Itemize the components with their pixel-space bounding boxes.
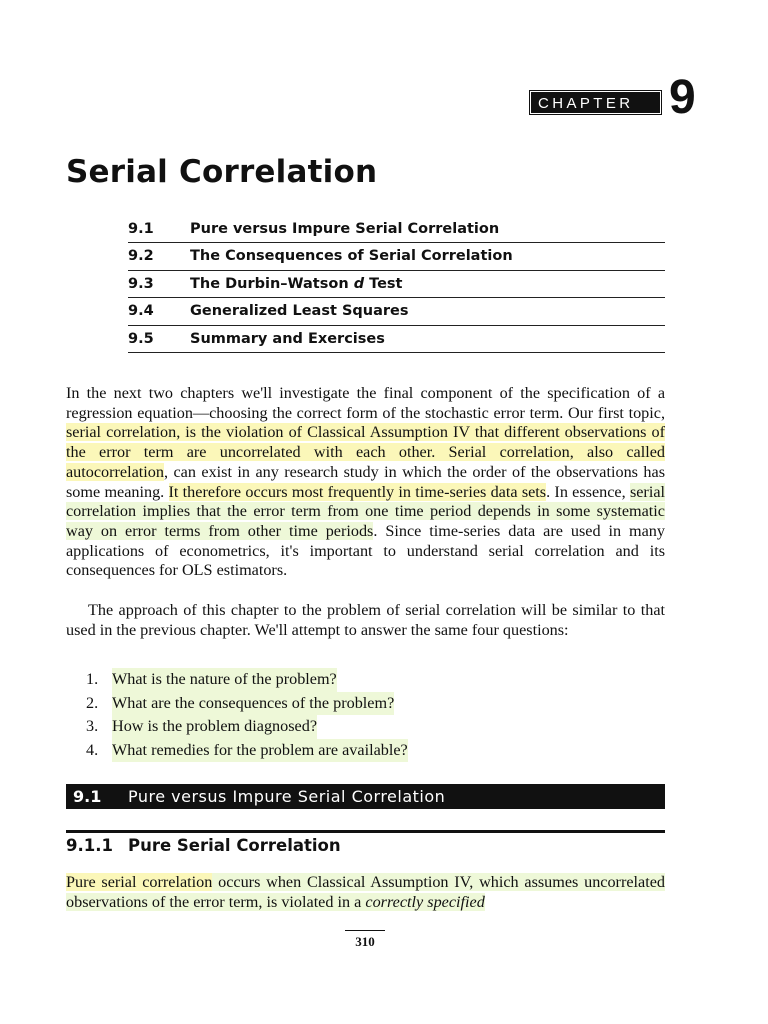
text-run: In the next two chapters we'll investigate the final component of the specification of a regression equation—choosing the correct form of the stochastic error term. Our first topic, — [66, 384, 665, 422]
list-item — [86, 692, 408, 716]
list-text: What are the consequences of the problem? — [112, 692, 394, 716]
toc-title: Pure versus Impure Serial Correlation — [190, 221, 500, 237]
highlight-yellow: Pure serial correlation — [66, 873, 213, 891]
toc-number: 9.5 — [128, 330, 154, 347]
highlight-yellow: serial correlation, is the violation of Classical Assumption IV that different observations of the error term are uncorrelated with each other. Serial correlation, also called autocorrelation — [66, 423, 665, 481]
list-text: What is the nature of the problem? — [112, 668, 337, 692]
toc-number: 9.4 — [128, 303, 154, 320]
highlight-green: occurs when Classical Assumption IV, which assumes uncorrelated observations of the error term, is violated in a — [66, 873, 665, 911]
text-run: . In essence, — [546, 482, 630, 501]
list-number: 4. — [86, 740, 99, 759]
chapter-label: CHAPTER — [531, 92, 660, 113]
toc-title-part: Test — [364, 275, 403, 292]
toc-number: 9.3 — [128, 275, 154, 292]
toc-title: Summary and Exercises — [190, 330, 385, 347]
toc-title — [190, 276, 403, 292]
approach-paragraph: The approach of this chapter to the problem of serial correlation will be similar to that used in the previous chapter. We'll attempt to answer the same four questions: — [66, 601, 665, 639]
section-title: Pure versus Impure Serial Correlation — [128, 787, 446, 806]
subsection-rule — [66, 830, 665, 833]
text-run: , can exist in any research study in which the order of the observations has some meaning. — [66, 462, 665, 501]
list-text: What remedies for the problem are available? — [112, 739, 408, 763]
toc-title: The Consequences of Serial Correlation — [190, 248, 513, 265]
list-number: 1. — [86, 670, 99, 688]
subsection-title: Pure Serial Correlation — [128, 836, 341, 855]
highlight-yellow: It therefore occurs most frequently in time-series data sets — [168, 482, 547, 501]
pure-serial-paragraph — [66, 873, 665, 912]
page-number: 310 — [345, 930, 385, 950]
list-item — [86, 668, 408, 692]
text-run: . Since time-series data are used in many applications of econometrics, it's important to understand serial correlation and its consequences for OLS estimators. — [66, 521, 665, 580]
toc-row[interactable] — [128, 271, 665, 298]
list-item — [86, 715, 408, 739]
subsection-number: 9.1.1 — [66, 836, 113, 855]
chapter-mark — [531, 71, 711, 124]
list-text: How is the problem diagnosed? — [112, 715, 317, 739]
intro-paragraph — [66, 384, 665, 581]
page-title: Serial Correlation — [66, 154, 378, 190]
highlight-green: serial correlation implies that the error term from one time period depends in some systematic way on error terms from other time periods — [66, 482, 666, 540]
toc-number: 9.2 — [128, 248, 154, 265]
toc-row[interactable] — [128, 243, 665, 270]
list-number: 3. — [86, 717, 99, 735]
chapter-number: 9 — [669, 71, 696, 124]
toc-title-part: The Durbin–Watson — [190, 275, 354, 292]
toc-row[interactable] — [128, 326, 665, 353]
toc-row[interactable] — [128, 216, 665, 243]
toc-number: 9.1 — [128, 221, 154, 237]
section-number: 9.1 — [73, 787, 102, 806]
list-number: 2. — [86, 693, 99, 712]
question-list — [86, 668, 408, 762]
section-heading-bar — [66, 784, 665, 809]
toc-row[interactable] — [128, 298, 665, 325]
list-item — [86, 739, 408, 763]
table-of-contents — [128, 216, 665, 353]
toc-title-italic: d — [353, 275, 365, 292]
subsection-heading — [66, 836, 341, 855]
highlight-green-italic: correctly specified — [365, 892, 485, 911]
toc-title: Generalized Least Squares — [190, 303, 409, 320]
